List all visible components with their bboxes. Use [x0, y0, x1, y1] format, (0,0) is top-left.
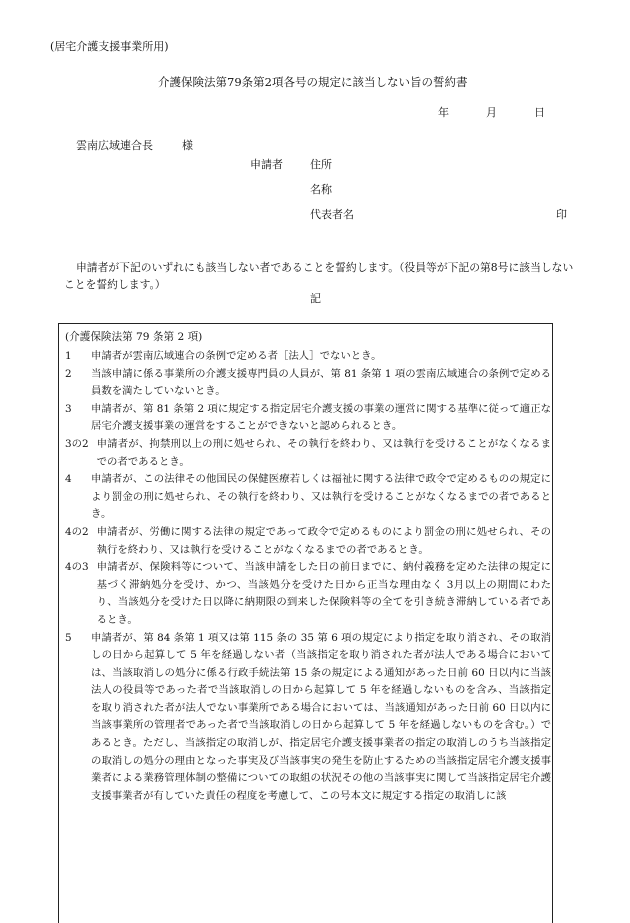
- provision-item: [65, 436, 551, 471]
- provision-number: 3: [65, 402, 72, 415]
- provision-item: [65, 471, 551, 524]
- provision-number: 2: [65, 367, 72, 380]
- provision-text: 申請者が、保険料等について、当該申請をした日の前日までに、納付義務を定めた法律の規定に基づく滞納処分を受け、かつ、当該処分を受けた日から正当な理由なく 3月以上の期間にわたり、当該処分を受けた日以降に納期限の到来した保険料等の全てを引き続き滞納している者であるとき。: [96, 561, 551, 626]
- provisions-list: [65, 348, 551, 805]
- provision-item: [65, 630, 551, 806]
- provision-number: 1: [65, 350, 72, 362]
- date-year: 年: [438, 106, 449, 119]
- provision-item: [65, 366, 551, 401]
- applicant-label: 申請者: [250, 158, 283, 171]
- pledge-statement: 申請者が下記のいずれにも該当しない者であることを誓約します。（役員等が下記の第8号に該当しないことを誓約します。）: [64, 261, 574, 291]
- document-title: 介護保険法第79条第2項各号の規定に該当しない旨の誓約書: [158, 75, 468, 89]
- document-category: (居宅介護支援事業所用): [50, 40, 169, 53]
- provision-text: 申請者が、拘禁刑以上の刑に処せられ、その執行を終わり、又は執行を受けることがなくなるまでの者であるとき。: [96, 437, 551, 468]
- provisions-heading: (介護保険法第 79 条第 2 項): [65, 331, 203, 343]
- provision-number: 3の2: [65, 437, 89, 450]
- provision-number: 4の2: [65, 525, 89, 538]
- provision-item: [65, 524, 551, 559]
- representative-label: 代表者名: [310, 208, 354, 221]
- provision-number: 4: [65, 473, 72, 486]
- date-month: 月: [486, 106, 497, 119]
- provision-text: 申請者が、第 81 条第 2 項に規定する指定居宅介護支援の事業の運営に関する基準に従って適正な居宅介護支援事業の運営をすることができないと認められるとき。: [91, 402, 551, 433]
- provision-text: 申請者が、労働に関する法律の規定であって政令で定めるものにより罰金の刑に処せられ、その執行を終わり、又は執行を受けることがなくなるまでの者であるとき。: [96, 525, 551, 556]
- date-day: 日: [534, 106, 545, 119]
- provisions-box: [58, 323, 553, 923]
- provision-item: [65, 348, 551, 366]
- provision-text: 当該申請に係る事業所の介護支援専門員の人員が、第 81 条第 1 項の雲南広域連合の条例で定める員数を満たしていないとき。: [91, 367, 551, 398]
- provision-text: 申請者が、この法律その他国民の保健医療若しくは福祉に関する法律で政令で定めるものの規定により罰金の刑に処せられ、その執行を終わり、又は執行を受けることがなくなるまでの者であるとき。: [91, 473, 551, 521]
- provision-text: 申請者が、第 84 条第 1 項又は第 115 条の 35 第 6 項の規定により指定を取り消され、その取消しの日から起算して 5 年を経過しない者（当該指定を取り消された者が法人である場合においては、当該取消しの処分に係る行政手続法第 15 条の規定による通知があった日前 60 日以内に当該法人の役員等であった者で当該取消しの日から起算して 5 年を経過しないものを含み、当該指定を取り消された者が法人でない事業所である場合においては、当該通知があった日前 60 日以内に当該事業所の管理者であった者で当該取消しの日から起算して 5 年を経過しないものを含む。）であるとき。ただし、当該指定の取消しが、指定居宅介護支援事業者の指定の取消しのうち当該指定の取消しの処分の理由となった事実及び当該事実の発生を防止するための当該指定居宅介護支援事業者による業務管理体制の整備についての取組の状況その他の当該事実に関して当該指定居宅介護支援事業者が有していた責任の程度を考慮して、この号本文に規定する指定の取消しに該: [91, 631, 551, 802]
- provision-item: [65, 559, 551, 629]
- provision-number: 4の3: [65, 561, 89, 574]
- provision-text: 申請者が雲南広域連合の条例で定める者［法人］でないとき。: [91, 350, 382, 362]
- name-label: 名称: [310, 183, 332, 196]
- seal-mark: 印: [556, 208, 567, 221]
- provision-number: 5: [65, 631, 72, 644]
- addressee-honorific: 様: [182, 139, 193, 152]
- provision-item: [65, 401, 551, 436]
- ki-heading: 記: [310, 292, 321, 305]
- address-label: 住所: [310, 158, 332, 171]
- addressee: 雲南広域連合長: [76, 139, 153, 152]
